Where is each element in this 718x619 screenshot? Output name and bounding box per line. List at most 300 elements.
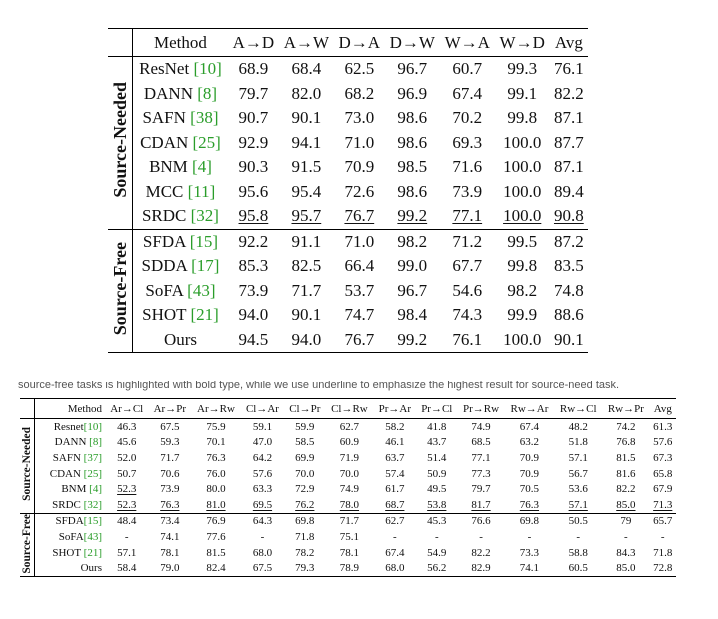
value-cell: 68.5 <box>471 436 491 449</box>
value-cell: 99.1 <box>507 83 538 103</box>
value-cell: 88.6 <box>553 305 584 325</box>
value-cell: 50.7 <box>117 467 137 480</box>
citation: [10] <box>189 59 222 79</box>
value-cell: 99.3 <box>507 59 538 79</box>
value-cell: 56.2 <box>427 562 447 575</box>
method-name <box>133 328 228 353</box>
value-cell: 98.4 <box>397 305 428 325</box>
value-cell: 99.8 <box>507 256 538 276</box>
value-cell: 73.9 <box>238 280 269 300</box>
value-cell: 85.3 <box>238 256 269 276</box>
value-cell: 100.0 <box>503 157 542 177</box>
value-cell: 82.5 <box>291 256 322 276</box>
table-row <box>108 303 588 328</box>
group-label: Source-Needed <box>109 82 130 199</box>
table-row <box>108 57 588 82</box>
value-cell: - <box>392 531 397 544</box>
value-cell: 90.7 <box>238 108 269 128</box>
value-cell: 74.7 <box>344 305 375 325</box>
value-cell: 70.5 <box>519 483 540 496</box>
value-cell: 52.3 <box>117 498 137 511</box>
value-cell: 57.1 <box>568 498 588 511</box>
column-header: Ar→Cl <box>105 399 148 419</box>
value-cell: 78.1 <box>160 546 180 559</box>
value-cell: 90.1 <box>291 305 322 325</box>
value-cell: 54.9 <box>427 546 447 559</box>
value-cell: - <box>576 531 581 544</box>
value-cell: 69.3 <box>452 132 483 152</box>
value-cell: - <box>479 531 483 544</box>
value-cell: 99.2 <box>397 329 428 349</box>
value-cell: 62.7 <box>373 513 416 529</box>
citation: [38] <box>185 108 219 128</box>
value-cell: 74.8 <box>553 280 584 300</box>
method-label: SoFA <box>145 280 183 300</box>
value-cell: 73.3 <box>519 546 540 559</box>
method-label: SFDA <box>142 231 186 251</box>
value-cell: 87.1 <box>553 157 584 177</box>
value-cell: 52.3 <box>117 483 137 496</box>
method-label: CDAN <box>140 132 189 152</box>
group-label: Source-Needed <box>21 427 33 502</box>
value-cell: - <box>527 531 532 544</box>
method-label: SRDC <box>52 498 81 511</box>
value-cell: 60.5 <box>568 562 588 575</box>
method-label: ResNet <box>139 59 190 79</box>
table-row <box>20 481 676 497</box>
value-cell: 76.9 <box>191 513 241 529</box>
method-label: SoFA <box>58 531 84 544</box>
value-cell: 79.7 <box>238 83 269 103</box>
value-cell: 76.2 <box>295 498 315 511</box>
value-cell: 74.1 <box>160 531 180 544</box>
method-name <box>35 466 105 482</box>
value-cell: 57.6 <box>653 436 673 449</box>
value-cell: 54.6 <box>452 280 483 300</box>
value-cell: 68.2 <box>344 83 375 103</box>
value-cell: 74.3 <box>452 305 483 325</box>
citation: [17] <box>186 256 220 276</box>
value-cell: 96.7 <box>397 59 428 79</box>
value-cell: 90.1 <box>291 108 322 128</box>
value-cell: 76.1 <box>452 329 483 349</box>
value-cell: 59.1 <box>252 420 273 433</box>
value-cell: 67.9 <box>653 483 673 496</box>
value-cell: 90.3 <box>238 157 269 177</box>
table-row <box>20 513 676 529</box>
group-label: Source-Free <box>21 513 33 574</box>
value-cell: 45.3 <box>416 513 457 529</box>
value-cell: 87.2 <box>550 229 588 254</box>
value-cell: 70.6 <box>160 467 180 480</box>
method-name <box>133 106 228 131</box>
column-header: Ar→Pr <box>148 399 191 419</box>
value-cell: 73.9 <box>452 181 483 201</box>
value-cell: 43.7 <box>427 436 447 449</box>
value-cell: 99.9 <box>507 305 538 325</box>
value-cell: 67.4 <box>452 83 483 103</box>
value-cell: 92.9 <box>238 132 269 152</box>
value-cell: 78.0 <box>339 498 360 511</box>
method-label: SAFN <box>142 108 186 128</box>
column-header: Pr→Rw <box>457 399 504 419</box>
value-cell: 91.5 <box>291 157 322 177</box>
table-row <box>108 204 588 229</box>
value-cell: 95.8 <box>238 206 269 226</box>
value-cell: 68.9 <box>238 59 269 79</box>
group-label-cell <box>108 57 133 230</box>
column-header: Cl→Rw <box>325 399 373 419</box>
method-column-header: Method <box>133 29 228 57</box>
citation: [4] <box>187 157 212 177</box>
method-column-header: Method <box>35 399 105 419</box>
table-row <box>108 155 588 180</box>
value-cell: 70.9 <box>344 157 375 177</box>
table-header-row <box>20 399 676 419</box>
table-row <box>20 497 676 513</box>
method-label: Ours <box>163 329 197 349</box>
value-cell: 70.2 <box>452 108 483 128</box>
value-cell: 76.3 <box>519 498 540 511</box>
method-label: SAFN <box>52 451 81 464</box>
value-cell: 80.0 <box>206 483 226 496</box>
value-cell: 48.2 <box>568 420 588 433</box>
value-cell: 64.3 <box>241 513 284 529</box>
value-cell: 71.8 <box>653 546 673 559</box>
value-cell: 74.1 <box>519 562 540 575</box>
method-name <box>133 279 228 304</box>
value-cell: 49.5 <box>427 483 447 496</box>
value-cell: 62.7 <box>339 420 360 433</box>
value-cell: 96.7 <box>397 280 428 300</box>
group-header-cell <box>20 399 35 419</box>
value-cell: 70.1 <box>206 436 226 449</box>
value-cell: 76.7 <box>344 206 375 226</box>
value-cell: 71.0 <box>344 132 375 152</box>
value-cell: 74.9 <box>471 420 491 433</box>
value-cell: 70.9 <box>519 467 540 480</box>
value-cell: 85.0 <box>616 562 636 575</box>
table-row <box>108 82 588 107</box>
value-cell: 68.0 <box>252 546 273 559</box>
value-cell: 95.7 <box>291 206 322 226</box>
method-label: SFDA <box>55 515 84 528</box>
column-header: Cl→Pr <box>284 399 325 419</box>
value-cell: 99.5 <box>495 229 550 254</box>
value-cell: 98.5 <box>397 157 428 177</box>
value-cell: 82.4 <box>206 562 226 575</box>
method-name <box>133 155 228 180</box>
value-cell: 53.8 <box>427 498 447 511</box>
value-cell: 69.5 <box>252 498 273 511</box>
value-cell: 76.1 <box>553 59 584 79</box>
value-cell: 70.0 <box>339 467 360 480</box>
value-cell: 57.4 <box>385 467 405 480</box>
value-cell: 52.0 <box>117 451 137 464</box>
value-cell: 68.4 <box>291 59 322 79</box>
value-cell: 71.2 <box>440 229 495 254</box>
method-label: Ours <box>80 562 102 575</box>
value-cell: 85.0 <box>616 498 636 511</box>
citation: [8] <box>86 436 102 449</box>
value-cell: 81.5 <box>206 546 226 559</box>
value-cell: 75.9 <box>206 420 226 433</box>
method-label: SDDA <box>141 256 187 276</box>
column-header: D→A <box>334 29 385 57</box>
value-cell: 70.0 <box>295 467 315 480</box>
method-name <box>35 419 105 435</box>
value-cell: 59.3 <box>160 436 180 449</box>
value-cell: 96.9 <box>397 83 428 103</box>
column-header: Rw→Cl <box>554 399 602 419</box>
value-cell: 67.3 <box>653 451 673 464</box>
value-cell: 100.0 <box>503 206 542 226</box>
value-cell: 66.4 <box>344 256 375 276</box>
value-cell: 50.9 <box>427 467 447 480</box>
value-cell: 46.3 <box>117 420 137 433</box>
value-cell: 53.6 <box>568 483 588 496</box>
value-cell: 84.3 <box>616 546 636 559</box>
method-label: DANN <box>54 436 87 449</box>
value-cell: 69.8 <box>505 513 555 529</box>
citation: [21] <box>186 305 219 325</box>
column-header: Pr→Ar <box>373 399 416 419</box>
method-label: CDAN <box>49 467 81 480</box>
column-header: Avg <box>650 399 676 419</box>
value-cell: 61.7 <box>385 483 405 496</box>
table-row <box>20 435 676 451</box>
value-cell: 82.2 <box>616 483 636 496</box>
value-cell: 100.0 <box>503 132 542 152</box>
citation: [11] <box>183 181 216 201</box>
method-name <box>133 57 228 82</box>
group-label-cell <box>20 419 35 514</box>
value-cell: 60.9 <box>339 436 360 449</box>
value-cell: 45.6 <box>117 436 137 449</box>
value-cell: 63.7 <box>385 451 405 464</box>
method-label: BNM <box>149 157 188 177</box>
citation: [8] <box>192 83 218 103</box>
column-header: A→D <box>228 29 279 57</box>
value-cell: 81.7 <box>471 498 491 511</box>
value-cell: 82.2 <box>471 546 491 559</box>
value-cell: 74.2 <box>616 420 636 433</box>
method-name <box>133 303 228 328</box>
table-row <box>20 560 676 576</box>
value-cell: 79.7 <box>471 483 491 496</box>
value-cell: 68.0 <box>385 562 405 575</box>
table-row <box>108 279 588 304</box>
value-cell: 98.2 <box>385 229 440 254</box>
officehome-results-table <box>20 398 676 577</box>
value-cell: 77.1 <box>452 206 483 226</box>
value-cell: 94.0 <box>291 329 322 349</box>
value-cell: 71.0 <box>334 229 385 254</box>
method-label: MCC <box>145 181 184 201</box>
method-label: SHOT <box>142 305 187 325</box>
value-cell: 91.1 <box>279 229 334 254</box>
value-cell: 94.1 <box>291 132 322 152</box>
method-name <box>35 545 105 561</box>
value-cell: 57.6 <box>252 467 273 480</box>
value-cell: 99.0 <box>397 256 428 276</box>
value-cell: 79 <box>602 513 649 529</box>
table-row <box>108 106 588 131</box>
value-cell: 87.1 <box>553 108 584 128</box>
value-cell: 79.3 <box>295 562 315 575</box>
value-cell: 71.8 <box>295 531 315 544</box>
value-cell: 57.1 <box>117 546 137 559</box>
value-cell: 72.9 <box>295 483 315 496</box>
citation: [21] <box>80 546 102 559</box>
value-cell: 68.7 <box>385 498 405 511</box>
value-cell: 65.7 <box>650 513 676 529</box>
group-label-cell <box>108 229 133 353</box>
value-cell: 72.8 <box>653 562 673 575</box>
value-cell: 76.0 <box>206 467 226 480</box>
column-header: D→W <box>385 29 440 57</box>
value-cell: 79.0 <box>160 562 180 575</box>
method-name <box>35 435 105 451</box>
value-cell: 46.1 <box>385 436 405 449</box>
value-cell: - <box>434 531 439 544</box>
value-cell: 77.3 <box>471 467 491 480</box>
value-cell: 71.7 <box>291 280 322 300</box>
method-name <box>35 513 105 529</box>
value-cell: 64.2 <box>252 451 273 464</box>
value-cell: 71.7 <box>325 513 373 529</box>
group-header-cell <box>108 29 133 57</box>
table-row <box>20 545 676 561</box>
value-cell: - <box>124 531 129 544</box>
table-row <box>108 254 588 279</box>
value-cell: 58.8 <box>568 546 588 559</box>
value-cell: 98.6 <box>397 132 428 152</box>
value-cell: 58.5 <box>295 436 315 449</box>
value-cell: 67.7 <box>452 256 483 276</box>
office31-results-table <box>108 28 588 353</box>
value-cell: 73.0 <box>344 108 375 128</box>
value-cell: 62.5 <box>344 59 375 79</box>
value-cell: 67.4 <box>385 546 405 559</box>
method-label: Resnet <box>53 420 84 433</box>
column-header: Rw→Ar <box>505 399 555 419</box>
value-cell: - <box>260 531 265 544</box>
value-cell: 70.9 <box>519 451 540 464</box>
column-header: Cl→Ar <box>241 399 284 419</box>
value-cell: 41.8 <box>427 420 447 433</box>
method-name <box>35 497 105 513</box>
method-name <box>133 254 228 279</box>
column-header: Rw→Pr <box>602 399 649 419</box>
table-row <box>20 419 676 435</box>
column-header: W→D <box>495 29 550 57</box>
method-label: DANN <box>143 83 193 103</box>
table-header-row <box>108 29 588 57</box>
value-cell: 89.4 <box>553 181 584 201</box>
value-cell: 63.2 <box>519 436 540 449</box>
value-cell: 76.3 <box>160 498 180 511</box>
value-cell: 90.1 <box>553 329 584 349</box>
value-cell: 100.0 <box>503 181 542 201</box>
method-name <box>35 481 105 497</box>
value-cell: 94.5 <box>238 329 269 349</box>
value-cell: 60.7 <box>452 59 483 79</box>
value-cell: 48.4 <box>105 513 148 529</box>
value-cell: 73.4 <box>148 513 191 529</box>
value-cell: 81.5 <box>616 451 636 464</box>
value-cell: 61.3 <box>653 420 673 433</box>
method-label: SHOT <box>52 546 81 559</box>
value-cell: 51.8 <box>568 436 588 449</box>
group-label-cell <box>20 513 35 577</box>
method-label: SRDC <box>141 206 187 226</box>
table-row <box>108 328 588 353</box>
value-cell: 90.8 <box>553 206 584 226</box>
citation: [43] <box>83 531 102 544</box>
citation: [25] <box>80 467 102 480</box>
value-cell: 50.5 <box>554 513 602 529</box>
value-cell: 82.9 <box>471 562 491 575</box>
citation: [4] <box>86 483 102 496</box>
value-cell: 67.5 <box>252 562 273 575</box>
value-cell: 76.8 <box>616 436 636 449</box>
value-cell: 69.9 <box>295 451 315 464</box>
value-cell: 98.6 <box>397 181 428 201</box>
citation: [10] <box>83 420 102 433</box>
table-row <box>20 466 676 482</box>
value-cell: 99.2 <box>397 206 428 226</box>
value-cell: 71.3 <box>653 498 673 511</box>
value-cell: 95.6 <box>238 181 269 201</box>
value-cell: 77.6 <box>206 531 226 544</box>
value-cell: 69.8 <box>284 513 325 529</box>
value-cell: 82.2 <box>553 83 584 103</box>
value-cell: 75.1 <box>339 531 360 544</box>
column-header: Ar→Rw <box>191 399 241 419</box>
value-cell: - <box>624 531 628 544</box>
column-header: Avg <box>550 29 588 57</box>
value-cell: 73.9 <box>160 483 180 496</box>
citation: [15] <box>83 515 102 528</box>
value-cell: 76.3 <box>206 451 226 464</box>
method-name <box>133 180 228 205</box>
column-header: A→W <box>279 29 334 57</box>
value-cell: 77.1 <box>471 451 491 464</box>
citation: [25] <box>188 132 221 152</box>
value-cell: 53.7 <box>344 280 375 300</box>
value-cell: 76.6 <box>457 513 504 529</box>
method-name <box>35 560 105 576</box>
value-cell: 78.2 <box>295 546 315 559</box>
column-header: Pr→Cl <box>416 399 457 419</box>
method-name <box>35 529 105 545</box>
table-row <box>108 229 588 254</box>
value-cell: 56.7 <box>568 467 588 480</box>
table-row <box>20 450 676 466</box>
value-cell: 47.0 <box>252 436 273 449</box>
table-row <box>108 131 588 156</box>
value-cell: 57.1 <box>568 451 588 464</box>
value-cell: - <box>660 531 665 544</box>
method-name <box>133 229 228 254</box>
value-cell: 82.0 <box>291 83 322 103</box>
method-name <box>133 131 228 156</box>
value-cell: 67.5 <box>160 420 180 433</box>
value-cell: 92.2 <box>228 229 279 254</box>
value-cell: 81.6 <box>616 467 636 480</box>
column-header: W→A <box>440 29 495 57</box>
